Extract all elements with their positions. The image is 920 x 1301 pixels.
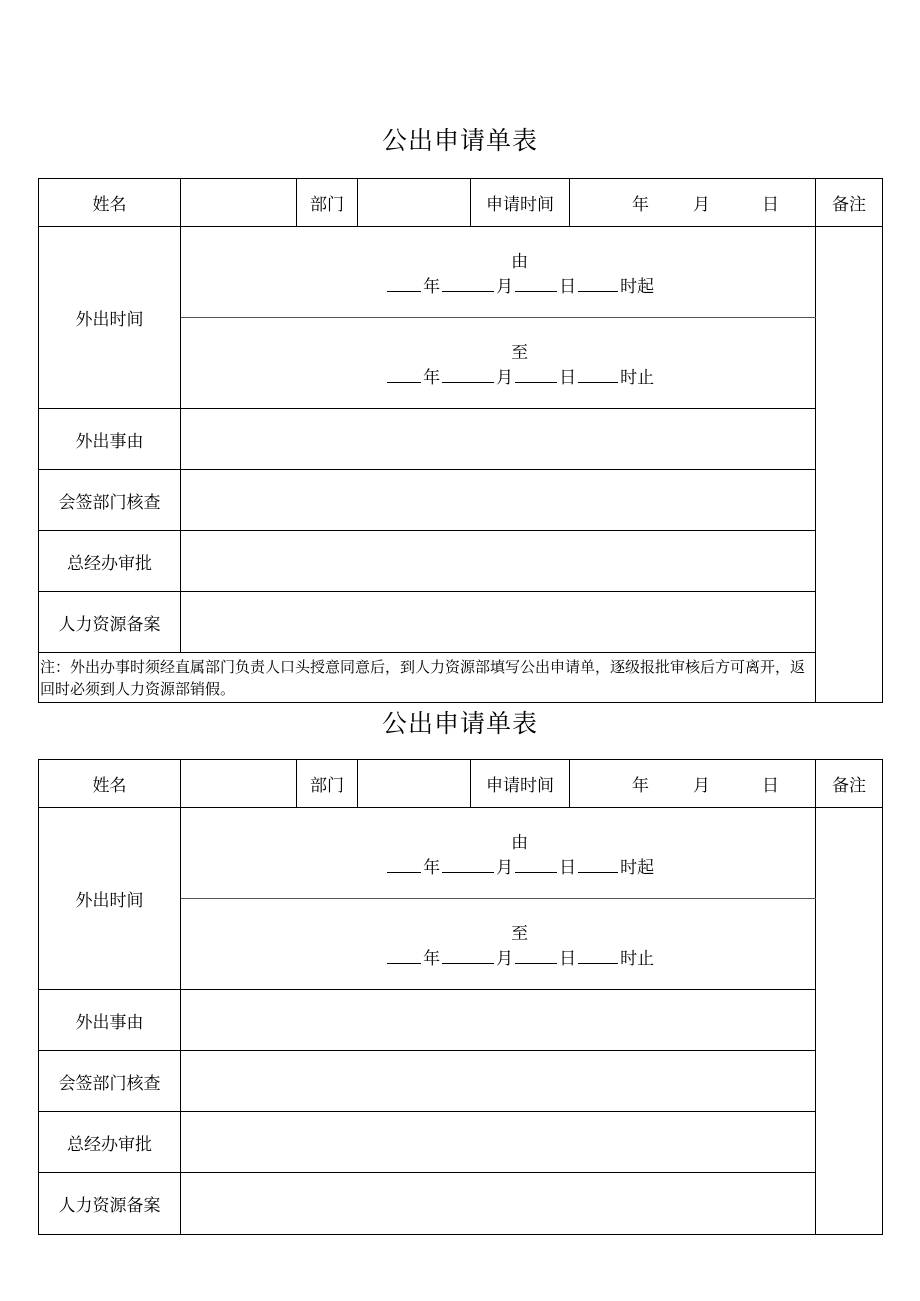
end-time-field[interactable]	[181, 899, 816, 990]
end-year-blank[interactable]	[387, 949, 421, 964]
hr-record-label: 人力资源备案	[39, 592, 181, 653]
hr-record-field[interactable]	[181, 592, 816, 653]
start-hour-blank[interactable]	[578, 858, 618, 873]
apply-time-label: 申请时间	[471, 760, 570, 808]
gm-approval-field[interactable]	[181, 1112, 816, 1173]
name-label: 姓名	[39, 760, 181, 808]
start-month-blank[interactable]	[442, 277, 494, 292]
month-label: 月	[496, 277, 514, 297]
reason-label: 外出事由	[39, 990, 181, 1051]
gm-approval-field[interactable]	[181, 531, 816, 592]
start-day-blank[interactable]	[515, 277, 557, 292]
year-label: 年	[423, 858, 441, 878]
day-label: 日	[559, 858, 577, 878]
remark-field[interactable]	[816, 227, 883, 703]
start-suffix: 时起	[620, 277, 655, 297]
name-label: 姓名	[39, 179, 181, 227]
apply-time-label: 申请时间	[471, 179, 570, 227]
department-label: 部门	[297, 179, 358, 227]
end-suffix: 时止	[620, 949, 655, 969]
countersign-field[interactable]	[181, 470, 816, 531]
name-field[interactable]	[181, 179, 297, 227]
out-time-label: 外出时间	[39, 227, 181, 409]
apply-date-field[interactable]	[570, 179, 816, 227]
month-label: 月	[693, 776, 710, 796]
month-label: 月	[496, 368, 514, 388]
day-label: 日	[559, 277, 577, 297]
end-hour-blank[interactable]	[578, 949, 618, 964]
year-label: 年	[632, 195, 649, 215]
end-day-blank[interactable]	[515, 949, 557, 964]
name-field[interactable]	[181, 760, 297, 808]
form-title: 公出申请单表	[381, 709, 538, 738]
start-time-field[interactable]	[181, 808, 816, 899]
end-month-blank[interactable]	[442, 368, 494, 383]
start-month-blank[interactable]	[442, 858, 494, 873]
form-title: 公出申请单表	[381, 126, 538, 155]
end-suffix: 时止	[620, 368, 655, 388]
reason-field[interactable]	[181, 990, 816, 1051]
countersign-field[interactable]	[181, 1051, 816, 1112]
department-label: 部门	[297, 760, 358, 808]
start-year-blank[interactable]	[387, 858, 421, 873]
apply-date-field[interactable]	[570, 760, 816, 808]
end-hour-blank[interactable]	[578, 368, 618, 383]
department-field[interactable]	[358, 179, 471, 227]
gm-approval-label: 总经办审批	[39, 1112, 181, 1173]
start-time-field[interactable]	[181, 227, 816, 318]
outing-application-form	[38, 178, 883, 703]
hr-record-label: 人力资源备案	[39, 1173, 181, 1235]
day-label: 日	[559, 949, 577, 969]
year-label: 年	[632, 776, 649, 796]
month-label: 月	[496, 949, 514, 969]
day-label: 日	[762, 195, 779, 215]
from-label: 由	[511, 833, 529, 853]
to-label: 至	[511, 924, 529, 944]
gm-approval-label: 总经办审批	[39, 531, 181, 592]
from-label: 由	[511, 252, 529, 272]
countersign-label: 会签部门核查	[39, 1051, 181, 1112]
start-hour-blank[interactable]	[578, 277, 618, 292]
day-label: 日	[762, 776, 779, 796]
form-note: 注：外出办事时须经直属部门负责人口头授意同意后，到人力资源部填写公出申请单，逐级报批审核后方可离开，返回时必须到人力资源部销假。	[39, 653, 816, 703]
end-month-blank[interactable]	[442, 949, 494, 964]
start-year-blank[interactable]	[387, 277, 421, 292]
end-day-blank[interactable]	[515, 368, 557, 383]
department-field[interactable]	[358, 760, 471, 808]
out-time-label: 外出时间	[39, 808, 181, 990]
month-label: 月	[496, 858, 514, 878]
end-time-field[interactable]	[181, 318, 816, 409]
remark-label: 备注	[816, 179, 883, 227]
start-suffix: 时起	[620, 858, 655, 878]
remark-label: 备注	[816, 760, 883, 808]
start-day-blank[interactable]	[515, 858, 557, 873]
remark-field[interactable]	[816, 808, 883, 1235]
outing-application-form	[38, 759, 883, 1235]
year-label: 年	[423, 277, 441, 297]
end-year-blank[interactable]	[387, 368, 421, 383]
year-label: 年	[423, 949, 441, 969]
countersign-label: 会签部门核查	[39, 470, 181, 531]
month-label: 月	[693, 195, 710, 215]
reason-field[interactable]	[181, 409, 816, 470]
day-label: 日	[559, 368, 577, 388]
reason-label: 外出事由	[39, 409, 181, 470]
year-label: 年	[423, 368, 441, 388]
hr-record-field[interactable]	[181, 1173, 816, 1235]
to-label: 至	[511, 343, 529, 363]
